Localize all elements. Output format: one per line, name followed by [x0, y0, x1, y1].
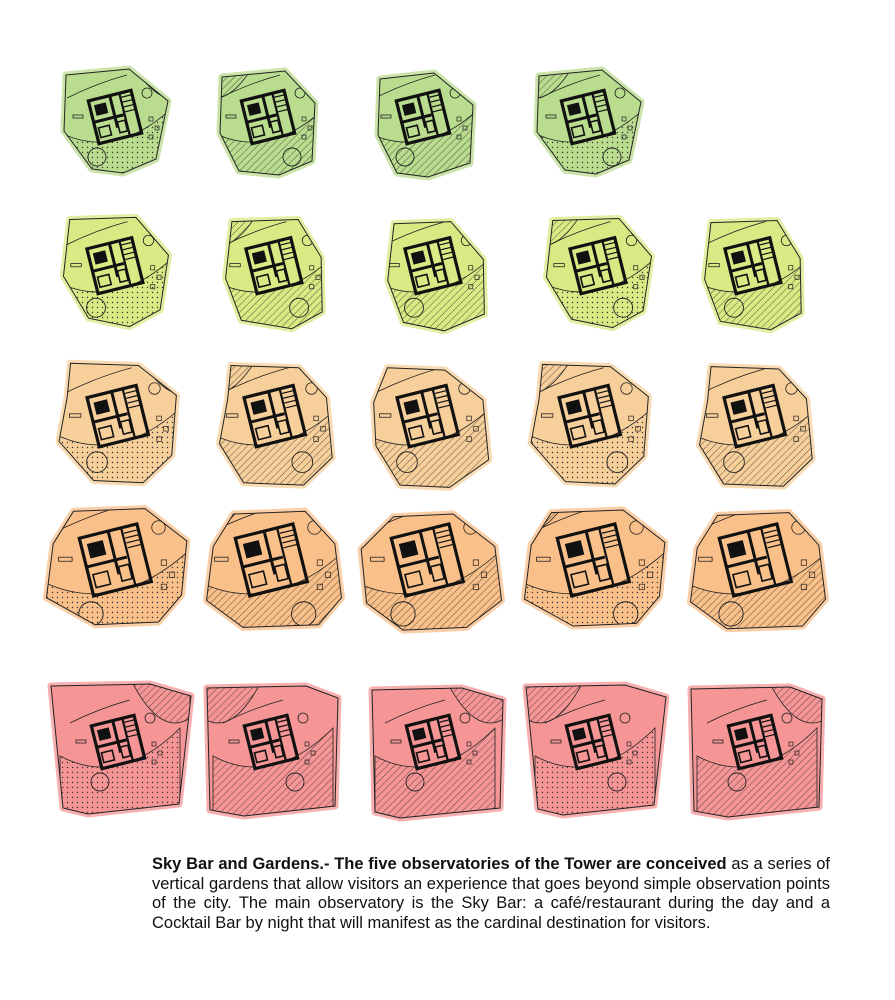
observatory-level-5-plan-3: [372, 678, 505, 818]
observatory-level-2-plan-4: [527, 199, 664, 346]
observatory-level-1-plan-4: [520, 53, 650, 193]
observatory-level-4-plan-4: [502, 474, 678, 663]
observatory-level-5-plan-4: [525, 678, 666, 818]
observatory-level-3-plan-2: [197, 343, 347, 504]
observatory-level-4-plan-5: [677, 474, 853, 663]
observatory-level-2-plan-2: [203, 199, 340, 346]
observatory-level-2-plan-1: [54, 199, 191, 346]
observatory-level-3-plan-5: [688, 343, 838, 504]
observatory-level-2-plan-5: [692, 199, 829, 346]
observatory-level-3-plan-4: [512, 343, 662, 504]
caption-title: Sky Bar and Gardens.- The five observatories of the Tower are conceived: [152, 855, 727, 873]
observatory-level-2-plan-3: [372, 199, 509, 346]
observatory-level-1-plan-1: [57, 53, 187, 193]
observatory-level-5-plan-2: [203, 678, 338, 818]
observatory-level-5-plan-1: [51, 678, 191, 818]
observatory-level-1-plan-3: [365, 53, 495, 193]
caption-body: as a series of vertical gardens that allow visitors an experience that goes beyond simple observation points of the city. The main observatory is the Sky Bar: a café/restaurant during the day and a Cocktail Bar by night that will manifest as the cardinal destination for visitors.: [152, 855, 830, 932]
observatory-level-3-plan-1: [51, 343, 201, 504]
caption: [152, 855, 830, 933]
observatory-level-5-plan-5: [691, 678, 827, 818]
observatory-level-4-plan-2: [180, 474, 356, 663]
observatory-level-4-plan-3: [349, 474, 525, 663]
observatory-level-3-plan-3: [361, 343, 511, 504]
observatory-level-1-plan-2: [200, 53, 330, 193]
observatory-level-4-plan-1: [37, 474, 213, 663]
